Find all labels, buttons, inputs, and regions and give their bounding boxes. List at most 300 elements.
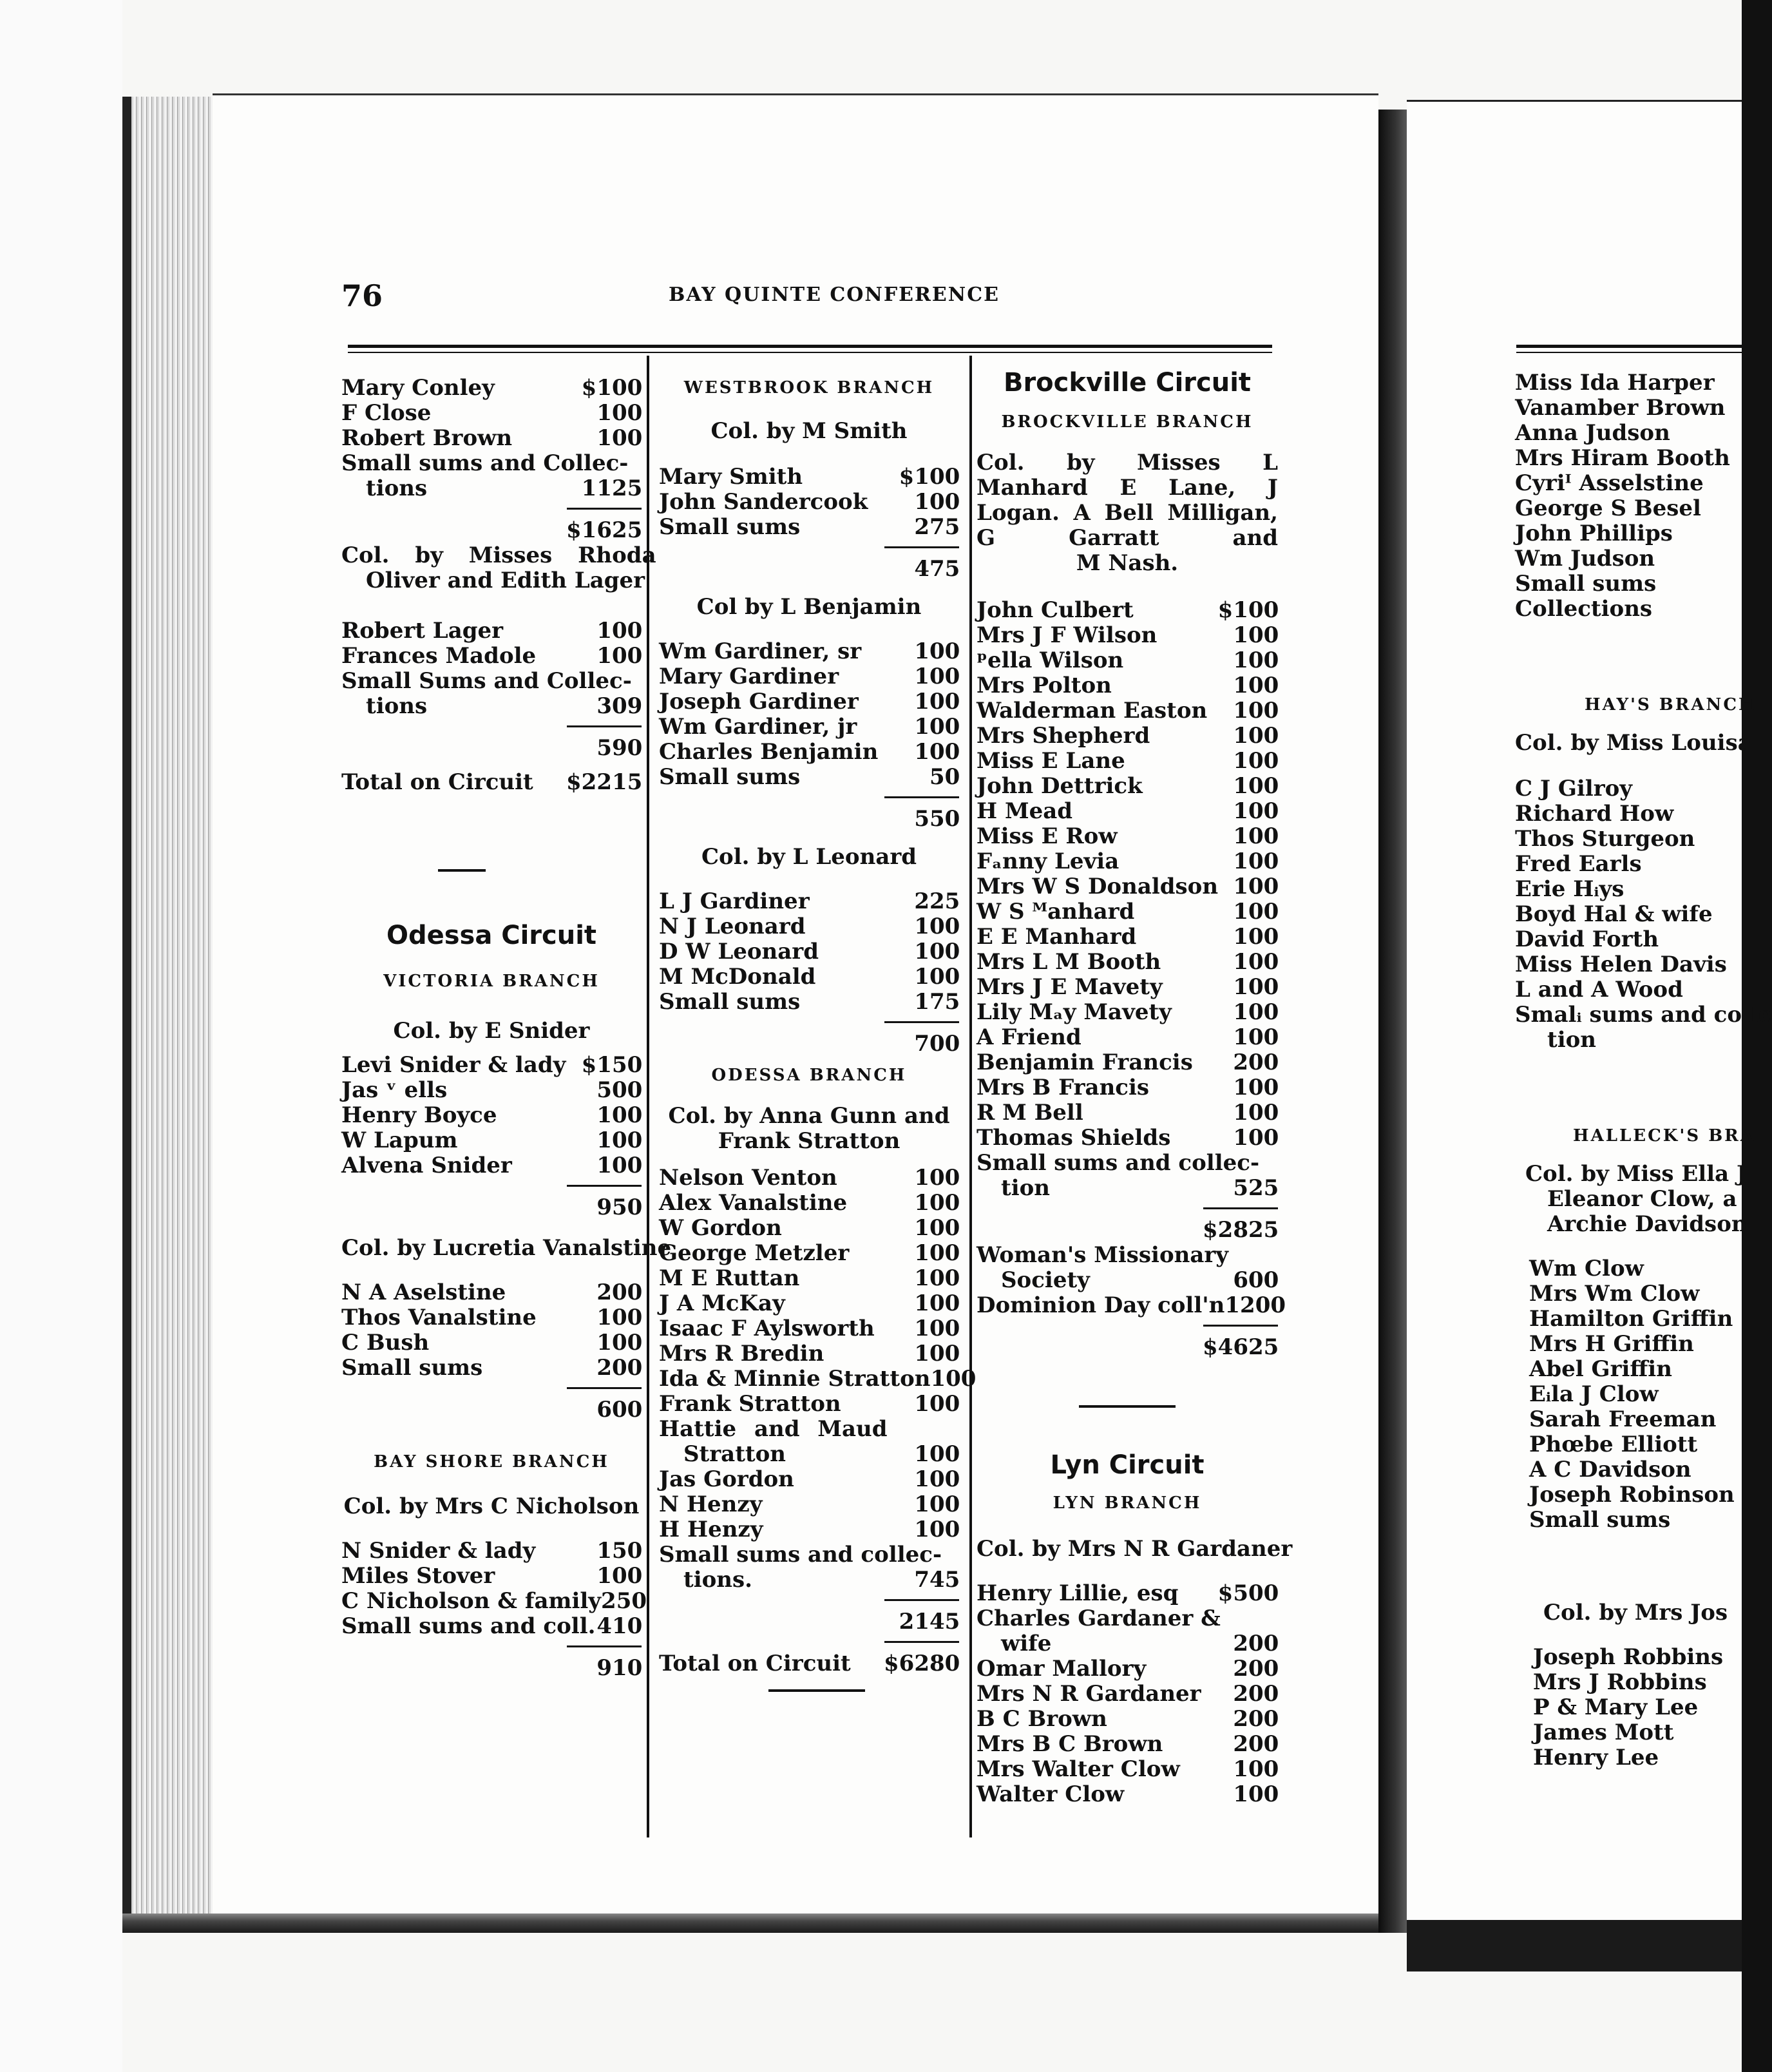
ledger-entry [659, 490, 959, 515]
entry-name: George Metzler [659, 1240, 850, 1266]
entry-name: M E Ruttan [659, 1265, 800, 1291]
entry-dollars: 1 [1233, 1756, 1248, 1782]
column-1 [341, 375, 672, 1681]
circuit-total-row [977, 1335, 1278, 1360]
donor-name: P & Mary Lee [1533, 1694, 1699, 1720]
entry-dollars: 1 [596, 1102, 612, 1128]
entry-cents: 00 [929, 1466, 960, 1492]
entry-dollars: 1 [1233, 622, 1248, 648]
entry-name: Robert Brown [341, 425, 513, 451]
entry-cents: 00 [612, 1127, 643, 1153]
entry-name: Jas Gordon [659, 1466, 794, 1492]
entry-cents: 00 [1248, 1781, 1279, 1807]
donor-name: Wm Judson [1515, 546, 1655, 571]
circuit-title-lyn: Lyn Circuit [1050, 1450, 1205, 1480]
entry-cents: 00 [612, 400, 643, 426]
entry-name: F Close [341, 400, 432, 426]
ledger-entry [341, 1564, 642, 1589]
collector-heading: Col by L Benjamin [696, 594, 922, 620]
column-divider-1 [647, 356, 649, 1837]
entry-cents: 00 [612, 1305, 643, 1330]
donor-name: Small sums [1529, 1507, 1671, 1533]
entry-name: N Henzy [659, 1492, 763, 1517]
entry-dollars: $1 [899, 464, 929, 490]
lillie-row [977, 1581, 1278, 1606]
entry-cents: 00 [1248, 849, 1279, 874]
entry-cents: 00 [612, 1153, 643, 1178]
entry-dollars: 1 [1233, 974, 1248, 1000]
entry-cents: 00 [1248, 924, 1279, 950]
ledger-entry [341, 376, 642, 401]
entry-dollars: 1 [596, 618, 612, 644]
ledger-entry [977, 925, 1278, 950]
subtotal-cents: 00 [929, 1031, 960, 1057]
entry-dollars: 2 [914, 888, 929, 914]
entry-dollars: 1 [914, 489, 929, 515]
entry-name: W Lapum [341, 1127, 458, 1153]
ledger-entry [977, 1782, 1278, 1807]
entry-name: M McDonald [659, 964, 816, 990]
circuit-title-odessa: Odessa Circuit [386, 921, 597, 950]
header-rule-top [348, 345, 1272, 348]
entry-dollars: 1 [1233, 648, 1248, 673]
entry-name: Society [1001, 1267, 1090, 1293]
total-rule [659, 1593, 959, 1609]
womans-row-cont [977, 1268, 1278, 1293]
entry-name: Robert Lager [341, 618, 504, 644]
subtotal-cents: 00 [612, 1397, 643, 1423]
page-number: 76 [341, 278, 383, 313]
entry-name: ᵖella Wilson [977, 648, 1124, 673]
entry-name: tion [1001, 1175, 1051, 1201]
entry-dollars: 1 [596, 425, 612, 451]
ledger-entry [977, 1025, 1278, 1050]
collector-text: Col. by Misses Rhoda [341, 542, 656, 568]
donor-name: Hamilton Griffin [1529, 1306, 1733, 1332]
collector-heading: Col. by L Leonard [701, 844, 917, 870]
ledger-entry [341, 1305, 642, 1330]
donor-name: Small sums [1515, 571, 1657, 597]
entry-cents: 50 [612, 1538, 643, 1564]
entry-dollars: 2 [1233, 1731, 1248, 1757]
ledger-entry [977, 1000, 1278, 1025]
ledger-entry [977, 1656, 1278, 1682]
ledger-entry [977, 1732, 1278, 1757]
subtotal-cents: 25 [1248, 1217, 1279, 1243]
ledger-entry [659, 765, 959, 790]
donor-name: Erie Hᵢys [1515, 876, 1624, 902]
branch-heading-lyn: LYN BRANCH [1053, 1493, 1202, 1513]
ledger-entry [977, 1075, 1278, 1100]
entry-dollars: 1 [914, 638, 929, 664]
entry-cents: 00 [929, 714, 960, 740]
subtotal-row [341, 1397, 642, 1423]
circuit-total-cents: 80 [929, 1651, 960, 1676]
entry-name: H Henzy [659, 1517, 763, 1542]
entry-name: Woman's Missionary [977, 1242, 1229, 1268]
entry-cents: 00 [1248, 823, 1279, 849]
entry-cents: 00 [1248, 1681, 1279, 1707]
entry-cents: 00 [1248, 874, 1279, 899]
right-page-bottom-edge [1407, 1920, 1742, 1971]
leonard-entries [659, 889, 959, 1015]
entry-name: Mrs J E Mavety [977, 974, 1163, 1000]
entry-dollars: 1 [1233, 798, 1248, 824]
entry-name: Small sums and collec- [977, 1150, 1260, 1176]
ledger-entry [659, 1291, 959, 1316]
subtotal-cents: 25 [612, 517, 643, 543]
total-rule [341, 501, 642, 518]
ledger-entry [659, 715, 959, 740]
ledger-entry [977, 724, 1278, 749]
entry-dollars: 1 [1233, 849, 1248, 874]
ledger-entry [341, 1078, 642, 1103]
ledger-entry [341, 1103, 642, 1128]
ledger-entry [659, 889, 959, 914]
entry-dollars: 1 [1233, 748, 1248, 774]
entry-cents: 75 [929, 989, 960, 1015]
entry-dollars: 1 [914, 964, 929, 990]
entry-dollars: 1 [1233, 773, 1248, 799]
donor-name: Henry Lee [1533, 1745, 1659, 1770]
ledger-entry [341, 1128, 642, 1153]
entry-dollars: 1 [1233, 874, 1248, 899]
circuit-title-brockville: Brockville Circuit [1003, 368, 1252, 398]
section-separator [768, 1689, 865, 1692]
benjamin-entries [659, 639, 959, 790]
ledger-entry [977, 874, 1278, 899]
branch-heading-victoria: VICTORIA BRANCH [383, 972, 600, 991]
charles-row [977, 1606, 1278, 1631]
entry-dollars: 1 [596, 1153, 612, 1178]
entry-dollars: 1 [914, 1240, 929, 1266]
lucretia-entries [341, 1280, 642, 1381]
donor-name: David Forth [1515, 926, 1659, 952]
ledger-entry [659, 740, 959, 765]
entry-cents: 00 [929, 1215, 960, 1241]
ledger-entry [977, 1100, 1278, 1126]
ledger-entry [977, 1050, 1278, 1075]
ledger-entry [977, 1707, 1278, 1732]
lyn-entries [977, 1656, 1278, 1807]
entry-name: Small sums [659, 989, 801, 1015]
entry-name: Lily Mₐy Mavety [977, 999, 1172, 1025]
subtotal-dollars: 5 [914, 806, 929, 832]
entry-name: Stratton [683, 1441, 786, 1467]
donor-name: Thos Sturgeon [1515, 826, 1695, 852]
entry-name: W S ᴹanhard [977, 899, 1135, 925]
entry-dollars: 2 [1233, 1631, 1248, 1656]
subtotal-row [659, 1031, 959, 1057]
entry-dollars: 1 [914, 1290, 929, 1316]
small-sums-row-cont [341, 476, 642, 501]
entry-name: Mrs W S Donaldson [977, 874, 1219, 899]
right-names-1 [1515, 370, 1742, 622]
book-gutter [1378, 110, 1407, 1933]
subtotal-row [341, 1656, 642, 1681]
donor-name: Mrs J Robbins [1533, 1669, 1707, 1695]
total-rule [659, 1635, 959, 1651]
entry-dollars: 1 [914, 1492, 929, 1517]
dominion-row [977, 1292, 1286, 1318]
entry-dollars: 1 [914, 914, 929, 939]
donor-name: Anna Judson [1515, 420, 1670, 446]
entry-name: Small Sums and Collec- [341, 668, 632, 694]
total-rule [659, 1015, 959, 1031]
collector-text: Col. by Mrs N R Gardaner [977, 1536, 1293, 1562]
entry-dollars: 1 [914, 1341, 929, 1367]
entry-cents: 00 [1248, 698, 1279, 724]
entry-cents: 00 [1248, 1050, 1279, 1075]
subtotal-row [341, 736, 642, 761]
entry-name: Nelson Venton [659, 1165, 837, 1191]
entry-dollars: 1 [914, 689, 929, 715]
entry-dollars: 1 [596, 1330, 612, 1356]
entry-dollars: 1 [1233, 949, 1248, 975]
entry-cents: 00 [612, 1102, 643, 1128]
ledger-entry [659, 1266, 959, 1291]
entry-name: Mrs L M Booth [977, 949, 1161, 975]
entry-dollars: 12 [1224, 1292, 1255, 1318]
entry-dollars: $5 [1217, 1580, 1248, 1606]
ledger-entry [341, 1053, 642, 1078]
entry-cents: 00 [929, 1492, 960, 1517]
entry-cents: 00 [1248, 1100, 1279, 1126]
circuit-total-row [659, 1651, 959, 1676]
entry-dollars: 3 [596, 693, 612, 719]
entry-cents: 00 [1248, 1756, 1279, 1782]
collector-text: Col. by Lucretia Vanalstine [341, 1235, 672, 1261]
entry-cents: 00 [612, 1280, 643, 1305]
right-names-3 [1515, 1256, 1742, 1533]
entry-dollars: 2 [914, 514, 929, 540]
entry-name: Frank Stratton [659, 1391, 841, 1417]
entry-dollars: 1 [930, 1366, 946, 1392]
total-rule [341, 719, 642, 736]
entry-dollars: 11 [581, 475, 612, 501]
entry-name: Dominion Day coll'n [977, 1292, 1225, 1318]
entry-name: Henry Boyce [341, 1102, 497, 1128]
subtotal-cents: 50 [929, 806, 960, 832]
collector-heading: Col. by Mrs Jos [1543, 1600, 1728, 1626]
subtotal-cents: 45 [929, 1609, 960, 1635]
running-title: BAY QUINTE CONFERENCE [669, 283, 1000, 306]
entry-dollars: 2 [1233, 1706, 1248, 1732]
ledger-entry [659, 914, 959, 939]
subtotal-row [659, 807, 959, 832]
ledger-entry [659, 1392, 959, 1417]
entry-name: Walter Clow [977, 1781, 1125, 1807]
entry-dollars: $1 [1217, 597, 1248, 623]
entry-cents: 00 [1248, 673, 1279, 698]
branch-heading-hallecks: HALLECK'S BRA [1573, 1126, 1755, 1146]
entry-dollars: 1 [1233, 673, 1248, 698]
ledger-entry [977, 623, 1278, 648]
ledger-entry [659, 1191, 959, 1216]
entry-name: Alex Vanalstine [659, 1190, 848, 1216]
donor-name: Vanamber Brown [1515, 395, 1726, 421]
entry-name: Thos Vanalstine [341, 1305, 537, 1330]
collector-heading: Col. by Miss Louisa [1515, 730, 1752, 756]
ledger-entry [977, 774, 1278, 799]
entry-name: W Gordon [659, 1215, 782, 1241]
entry-name: J A McKay [659, 1290, 785, 1316]
entry-name: Mrs J F Wilson [977, 622, 1158, 648]
entry-cents: 00 [929, 964, 960, 990]
entry-cents: 00 [1248, 1580, 1279, 1606]
small-sums-row [977, 1151, 1278, 1176]
entry-name: Ida & Minnie Stratton [659, 1366, 931, 1392]
entry-name: Wm Gardiner, sr [659, 638, 862, 664]
ledger-entry [659, 1241, 959, 1266]
entry-name: Thomas Shields [977, 1125, 1171, 1151]
entry-name: Frances Madole [341, 643, 537, 669]
subtotal-dollars: 9 [596, 1655, 612, 1681]
ledger-entry [659, 1517, 959, 1542]
outer-margin [0, 0, 122, 2072]
entry-name: Miss E Lane [977, 748, 1125, 774]
entry-dollars: 1 [914, 1190, 929, 1216]
entry-dollars: 2 [596, 1355, 612, 1381]
collector-heading-cont: M Nash. [1076, 550, 1179, 576]
circuit-total-dollars: $46 [1203, 1334, 1248, 1360]
right-names-4 [1515, 1645, 1742, 1770]
collector-heading: Col. by Miss Ella J [1525, 1161, 1748, 1187]
subtotal-dollars: $16 [566, 517, 612, 543]
header-rule-bottom [348, 352, 1272, 353]
ledger-entry [341, 1588, 647, 1614]
collector-heading: Col. by E Snider [393, 1018, 590, 1044]
total-rule [341, 1639, 642, 1656]
ledger-entry [659, 465, 959, 490]
entry-cents: 50 [612, 1052, 643, 1078]
entry-dollars: 2 [596, 1280, 612, 1305]
entry-name: B C Brown [977, 1706, 1107, 1732]
entry-name: tions. [683, 1567, 752, 1593]
column-2 [659, 376, 977, 1692]
entry-name: Charles Benjamin [659, 739, 879, 765]
donor-name: Abel Griffin [1529, 1356, 1672, 1382]
entry-dollars: 1 [1233, 999, 1248, 1025]
donor-name: George S Besel [1515, 495, 1701, 521]
circuit-total-dollars: $62 [884, 1651, 929, 1676]
donor-name: Collections [1515, 596, 1653, 622]
entry-name: Small sums and Collec- [341, 450, 629, 476]
total-rule [977, 1318, 1278, 1335]
hattie-row [659, 1417, 959, 1442]
ledger-entry [341, 644, 642, 669]
donor-name: Miss Helen Davis [1515, 952, 1727, 977]
column-3 [977, 368, 1293, 1807]
entry-dollars: 1 [596, 400, 612, 426]
entry-name: Small sums [659, 514, 801, 540]
entry-name: tions [366, 693, 428, 719]
entry-name: Mary Smith [659, 464, 803, 490]
right-header-rule-bottom [1516, 352, 1742, 353]
donor-name: tion [1547, 1027, 1597, 1053]
collector-text: Oliver and Edith Lager [366, 568, 645, 593]
entry-name: Isaac F Aylsworth [659, 1316, 875, 1341]
ledger-entry [977, 975, 1278, 1000]
ledger-entry [341, 401, 642, 426]
entry-cents: 00 [1248, 899, 1279, 925]
entry-cents: 00 [1248, 597, 1279, 623]
collector-heading [341, 1235, 672, 1261]
entry-cents: 00 [612, 643, 643, 669]
entry-name: E E Manhard [977, 924, 1137, 950]
ledger-entry [977, 849, 1278, 874]
subtotal-cents: 50 [612, 1194, 643, 1220]
entry-cents: 00 [929, 1190, 960, 1216]
small-sums-row [341, 669, 642, 694]
entry-cents: 00 [929, 1517, 960, 1542]
subtotal-dollars: 9 [596, 1194, 612, 1220]
entry-cents: 00 [929, 638, 960, 664]
entry-dollars: 1 [914, 1316, 929, 1341]
entry-dollars: 2 [1233, 1681, 1248, 1707]
column-divider-2 [969, 356, 972, 1837]
manhard-entries [977, 598, 1278, 1151]
ledger-entry [659, 639, 959, 664]
entry-dollars: 6 [1233, 1267, 1248, 1293]
donor-name: Richard How [1515, 801, 1674, 827]
donor-name: Cyriᴵ Asselstine [1515, 470, 1704, 496]
book-bottom-edge [122, 1914, 1378, 1933]
entry-cents: 00 [929, 1441, 960, 1467]
entry-name: Henry Lillie, esq [977, 1580, 1179, 1606]
entry-cents: 00 [1248, 974, 1279, 1000]
donor-name: Fred Earls [1515, 851, 1642, 877]
subtotal-dollars: 4 [914, 556, 929, 582]
entry-name: Hattie and Maud [659, 1416, 888, 1442]
branch-heading-westbrook: WESTBROOK BRANCH [683, 378, 935, 398]
subtotal-cents: 90 [612, 735, 643, 761]
entry-cents: 00 [612, 1355, 643, 1381]
entry-cents: 00 [929, 914, 960, 939]
ledger-entry [659, 1316, 959, 1341]
entry-cents: 00 [612, 1563, 643, 1589]
entry-cents: 50 [616, 1588, 647, 1614]
entry-name: John Dettrick [977, 773, 1143, 799]
circuit-total-label: Total on Circuit [659, 1651, 851, 1676]
entry-dollars: 1 [596, 1563, 612, 1589]
entry-name: Wm Gardiner, jr [659, 714, 857, 740]
entry-name: Small sums [659, 764, 801, 790]
subtotal-row [341, 518, 642, 543]
subtotal-dollars: 7 [914, 1031, 929, 1057]
entry-cents: 50 [929, 764, 960, 790]
small-sums-row-cont [341, 694, 642, 719]
entry-cents: 00 [1248, 999, 1279, 1025]
entry-cents: 00 [929, 1265, 960, 1291]
entry-name: Mrs Shepherd [977, 723, 1150, 749]
entry-dollars: 2 [1233, 1050, 1248, 1075]
hattie-row-cont [659, 1442, 959, 1467]
entry-cents: 00 [612, 375, 643, 401]
ledger-entry [659, 1366, 977, 1392]
donor-name: C J Gilroy [1515, 776, 1633, 801]
subtotal-dollars: $28 [1203, 1217, 1248, 1243]
entry-dollars: 1 [596, 1305, 612, 1330]
subtotal-cents: 10 [612, 1655, 643, 1681]
collector-heading [977, 1536, 1293, 1562]
gunn-entries-2 [659, 1467, 959, 1542]
entry-dollars: 1 [596, 1538, 612, 1564]
entry-name: Fₐnny Levia [977, 849, 1119, 874]
entry-dollars: 1 [914, 1441, 929, 1467]
donor-name: James Mott [1533, 1720, 1674, 1745]
donor-name: Boyd Hal & wife [1515, 901, 1713, 927]
